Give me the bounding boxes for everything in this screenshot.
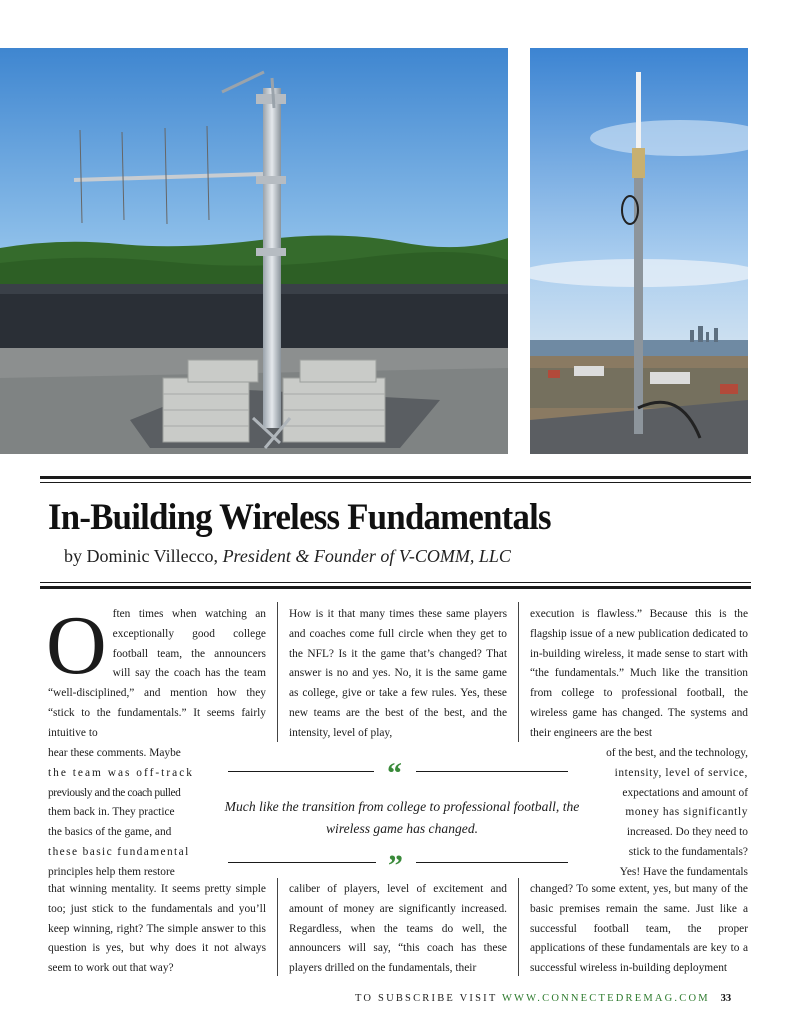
byline-role: President & Founder of V-COMM, LLC xyxy=(222,546,511,566)
body-column-1-bottom: that winning mentality. It seems pretty simple too; just stick to the fundamentals and you’ll keep winning, right? The simple answer to this question is yes, but why does it not always seem to work out that way? xyxy=(48,883,266,975)
body-column-2-top: How is it that many times these same players and coaches come full circle when they get to the NFL? Is it the game that’s changed? That answer is no and yes. No, it is the same game as college, give or take a few rules. Yes, these new teams are the best of the best, and the intensity, level of play, xyxy=(289,608,507,739)
column-divider-2-bottom xyxy=(518,878,519,976)
body-column-1-wrap: hear these comments. Maybe the team was off-track previously and the coach pulled them back in. They practice the basics of the game, and these basic fundamental principles help them restore xyxy=(48,747,194,878)
page-footer xyxy=(355,993,731,1004)
pull-quote-rule-top-left xyxy=(228,771,374,772)
page-number: 33 xyxy=(720,993,732,1004)
header-rule-bottom-thin xyxy=(40,582,751,583)
header-rule-bottom-thick xyxy=(40,586,751,589)
pull-quote-rule-bottom-right xyxy=(416,862,568,863)
column-divider-1-top xyxy=(277,602,278,742)
pull-quote-rule-bottom-left xyxy=(228,862,376,863)
paragraph-col1-top: ften times when watching an exceptionally good college football team, the announcers will say the coach has the team “well-disciplined,” and mention how they “stick to the fundamentals.” It seems fairly intuitive to xyxy=(48,608,266,739)
rooftop-mast-photo xyxy=(530,48,748,454)
pull-quote-rule-top-right xyxy=(416,771,568,772)
open-quote-mark: “ xyxy=(387,757,402,790)
byline-author: by Dominic Villecco, xyxy=(64,546,219,566)
footer-url-link[interactable]: WWW.CONNECTEDREMAG.COM xyxy=(501,993,710,1004)
close-quote-mark: ” xyxy=(388,849,403,882)
body-column-3-top: execution is flawless.” Because this is the flagship issue of a new publication dedicated to in-building wireless, it made sense to start with “the fundamentals.” Much like the transition from college to professional football, the wireless game has changed. The systems and their engineers are the best xyxy=(530,608,748,739)
header-rule-top-thick xyxy=(40,476,751,479)
body-column-3-bottom: changed? To some extent, yes, but many of the basic premises remain the same. Just like a successful football team, the proper applications of these fundamentals are key to a successful wireless in-building deployment xyxy=(530,883,748,975)
header-rule-top-thin xyxy=(40,482,751,483)
pull-quote-text: Much like the transition from college to professional football, the wireless game has changed. xyxy=(224,799,580,836)
drop-cap: O xyxy=(46,599,107,692)
article-byline xyxy=(64,546,511,567)
rooftop-antenna-photo xyxy=(0,48,508,454)
footer-subscribe-label: TO SUBSCRIBE VISIT xyxy=(355,993,498,1004)
column-divider-1-bottom xyxy=(277,878,278,976)
body-column-3-wrap: of the best, and the technology, intensity, level of service, expectations and amount of money has significantly increased. Do they need to stick to the fundamentals? Yes! Have the fundamentals xyxy=(606,747,748,878)
column-divider-2-top xyxy=(518,602,519,742)
body-column-1-top xyxy=(46,599,266,744)
body-column-2-bottom: caliber of players, level of excitement and amount of money are significantly increased. Regardless, when the teams do well, the announcers will say, “this coach has these players drilled on the fundamentals, their xyxy=(289,883,507,975)
article-title: In-Building Wireless Fundamentals xyxy=(48,497,551,538)
